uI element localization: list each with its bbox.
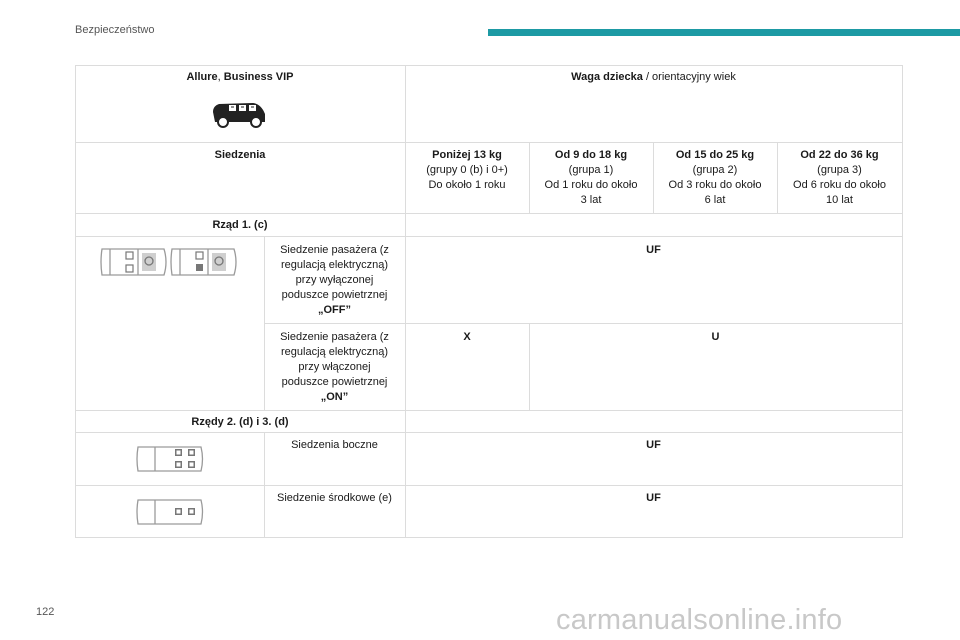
page-number: 122 — [36, 606, 55, 618]
side-seats-label: Siedzenia boczne — [291, 439, 378, 451]
passenger-seat-airbag-on-label: Siedzenie pasażera (z regulacją elektryczną) przy włączonej poduszce powietrznej „ON” — [264, 330, 405, 405]
van-seats-icon — [209, 98, 269, 128]
version-allure: Allure — [186, 71, 218, 83]
vehicle-versions-header: Allure, Business VIP — [186, 71, 294, 83]
child-weight-header: Waga dziecka / orientacyjny wiek — [571, 71, 736, 83]
passenger-off-value: UF — [646, 244, 661, 256]
center-seat-icon — [135, 497, 205, 527]
weight-group-0: Poniżej 13 kg (grupy 0 (b) i 0+) Do około 1 roku — [426, 149, 508, 191]
passenger-seat-airbag-off-label: Siedzenie pasażera (z regulacją elektryczną) przy wyłączonej poduszce powietrznej „OFF” — [264, 243, 405, 318]
side-seats-value: UF — [646, 439, 661, 451]
center-seat-value: UF — [646, 492, 661, 504]
header-accent-bar — [488, 29, 960, 36]
row1-title: Rząd 1. (c) — [212, 219, 268, 231]
side-seats-icon — [135, 444, 205, 474]
airbag-off-state: „OFF” — [318, 304, 351, 316]
version-business-vip: Business VIP — [223, 71, 294, 83]
rows23-title: Rzędy 2. (d) i 3. (d) — [191, 416, 289, 428]
passenger-on-value-group0: X — [463, 331, 471, 343]
weight-group-1: Od 9 do 18 kg (grupa 1) Od 1 roku do około 3 lat — [544, 149, 638, 206]
weight-group-3: Od 22 do 36 kg (grupa 3) Od 6 roku do około 10 lat — [793, 149, 886, 206]
passenger-on-value-others: U — [711, 331, 720, 343]
weight-group-2: Od 15 do 25 kg (grupa 2) Od 3 roku do około 6 lat — [668, 149, 762, 206]
seats-label: Siedzenia — [214, 149, 266, 161]
section-title: Bezpieczeństwo — [75, 24, 155, 36]
watermark: carmanualsonline.info — [556, 604, 843, 636]
airbag-on-state: „ON” — [320, 391, 349, 403]
center-seat-label: Siedzenie środkowe (e) — [277, 492, 392, 504]
front-row-seats-icon — [98, 244, 242, 280]
